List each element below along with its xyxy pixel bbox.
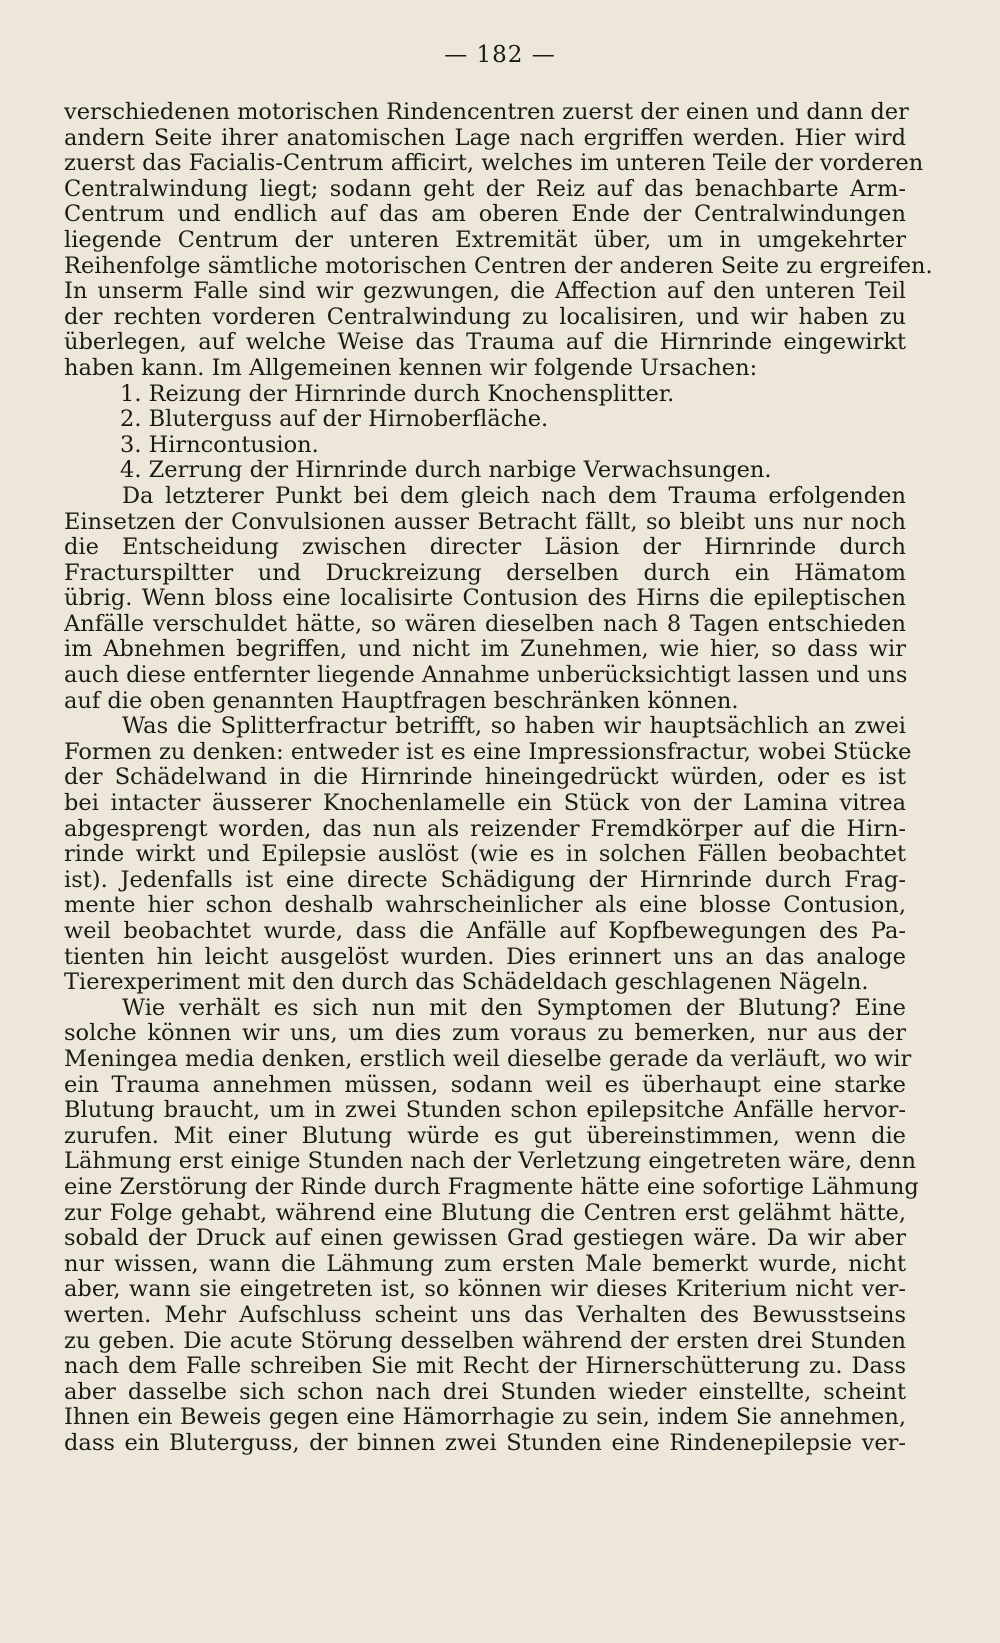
list-item-line: 3. Hirncontusion.: [120, 431, 319, 458]
text-line: Formen zu denken: entweder ist es eine Impressionsfractur, wobei Stücke: [64, 738, 912, 765]
text-line: Einsetzen der Convulsionen ausser Betracht fällt, so bleibt uns nur noch: [64, 508, 906, 535]
list-item-line: 2. Bluterguss auf der Hirnoberfläche.: [120, 406, 549, 433]
text-line: Blutung braucht, um in zwei Stunden schon epilepsitche Anfälle hervor-: [64, 1097, 906, 1124]
text-line: zur Folge gehabt, während eine Blutung die Centren erst gelähmt hätte,: [64, 1199, 906, 1226]
text-line: Lähmung erst einige Stunden nach der Verletzung eingetreten wäre, denn: [64, 1148, 916, 1175]
page-number: — 182 —: [444, 42, 556, 68]
body-text: [64, 99, 933, 1456]
text-line: weil beobachtet wurde, dass die Anfälle auf Kopfbewegungen des Pa-: [64, 918, 906, 944]
text-line: Wie verhält es sich nun mit den Symptomen der Blutung? Eine: [122, 994, 906, 1021]
text-line: dass ein Bluterguss, der binnen zwei Stunden eine Rindenepilepsie ver-: [64, 1429, 906, 1456]
text-line: auf die oben genannten Hauptfragen beschränken können.: [64, 687, 739, 714]
text-line: aber, wann sie eingetreten ist, so können wir dieses Kriterium nicht ver-: [64, 1276, 906, 1303]
list-item-line: 1. Reizung der Hirnrinde durch Knochensplitter.: [120, 380, 675, 407]
text-line: im Abnehmen begriffen, und nicht im Zunehmen, wie hier, so dass wir: [64, 636, 906, 663]
text-line: tienten hin leicht ausgelöst wurden. Dies erinnert uns an das analoge: [64, 943, 906, 970]
text-line: die Entscheidung zwischen directer Läsion der Hirnrinde durch: [64, 534, 906, 561]
text-line: Centralwindung liegt; sodann geht der Reiz auf das benachbarte Arm-: [64, 175, 906, 202]
text-line: zu geben. Die acute Störung desselben während der ersten drei Stunden: [64, 1327, 906, 1354]
text-line: überlegen, auf welche Weise das Trauma auf die Hirnrinde eingewirkt: [64, 329, 906, 356]
text-line: abgesprengt worden, das nun als reizender Fremdkörper auf die Hirn-: [64, 815, 906, 842]
text-line: werten. Mehr Aufschluss scheint uns das Verhalten des Bewusstseins: [64, 1301, 906, 1328]
text-line: Da letzterer Punkt bei dem gleich nach dem Trauma erfolgenden: [122, 482, 906, 509]
text-line: aber dasselbe sich schon nach drei Stunden wieder einstellte, scheint: [64, 1378, 906, 1405]
text-line: Tierexperiment mit den durch das Schädeldach geschlagenen Nägeln.: [64, 969, 869, 996]
text-line: übrig. Wenn bloss eine localisirte Contusion des Hirns die epileptischen: [64, 585, 906, 612]
text-line: eine Zerstörung der Rinde durch Fragmente hätte eine sofortige Lähmung: [64, 1173, 919, 1200]
text-line: Anfälle verschuldet hätte, so wären dieselben nach 8 Tagen entschieden: [64, 610, 906, 637]
text-line: mente hier schon deshalb wahrscheinlicher als eine blosse Contusion,: [64, 892, 906, 919]
text-line: Ihnen ein Beweis gegen eine Hämorrhagie zu sein, indem Sie annehmen,: [64, 1404, 906, 1431]
text-line: ist). Jedenfalls ist eine directe Schädigung der Hirnrinde durch Frag-: [64, 866, 906, 893]
text-line: nur wissen, wann die Lähmung zum ersten Male bemerkt wurde, nicht: [64, 1250, 906, 1277]
text-line: liegende Centrum der unteren Extremität über, um in umgekehrter: [64, 226, 906, 253]
text-line: Fracturspiltter und Druckreizung derselben durch ein Hämatom: [64, 559, 906, 586]
text-line: In unserm Falle sind wir gezwungen, die Affection auf den unteren Teil: [64, 278, 906, 305]
text-line: nach dem Falle schreiben Sie mit Recht der Hirnerschütterung zu. Dass: [64, 1353, 906, 1380]
text-line: haben kann. Im Allgemeinen kennen wir folgende Ursachen:: [64, 354, 758, 381]
list-item-line: 4. Zerrung der Hirnrinde durch narbige Verwachsungen.: [120, 457, 772, 484]
text-line: bei intacter äusserer Knochenlamelle ein Stück von der Lamina vitrea: [64, 790, 906, 817]
text-line: andern Seite ihrer anatomischen Lage nach ergriffen werden. Hier wird: [64, 124, 906, 151]
text-line: Was die Splitterfractur betrifft, so haben wir hauptsächlich an zwei: [122, 713, 906, 740]
text-line: der rechten vorderen Centralwindung zu localisiren, und wir haben zu: [64, 303, 906, 330]
text-line: der Schädelwand in die Hirnrinde hineingedrückt würden, oder es ist: [64, 764, 906, 791]
text-line: Reihenfolge sämtliche motorischen Centren der anderen Seite zu ergreifen.: [64, 252, 933, 279]
text-line: rinde wirkt und Epilepsie auslöst (wie es in solchen Fällen beobachtet: [64, 841, 906, 868]
text-line: auch diese entfernter liegende Annahme unberücksichtigt lassen und uns: [64, 662, 908, 689]
text-line: zuerst das Facialis-Centrum afficirt, welches im unteren Teile der vorderen: [64, 150, 924, 177]
text-line: zurufen. Mit einer Blutung würde es gut übereinstimmen, wenn die: [64, 1122, 906, 1149]
text-line: Meningea media denken, erstlich weil dieselbe gerade da verläuft, wo wir: [64, 1045, 912, 1072]
text-line: solche können wir uns, um dies zum voraus zu bemerken, nur aus der: [64, 1020, 906, 1047]
text-line: ein Trauma annehmen müssen, sodann weil es überhaupt eine starke: [64, 1071, 906, 1098]
text-line: sobald der Druck auf einen gewissen Grad gestiegen wäre. Da wir aber: [64, 1225, 906, 1252]
text-line: verschiedenen motorischen Rindencentren zuerst der einen und dann der: [64, 99, 909, 125]
text-line: Centrum und endlich auf das am oberen Ende der Centralwindungen: [64, 201, 906, 228]
